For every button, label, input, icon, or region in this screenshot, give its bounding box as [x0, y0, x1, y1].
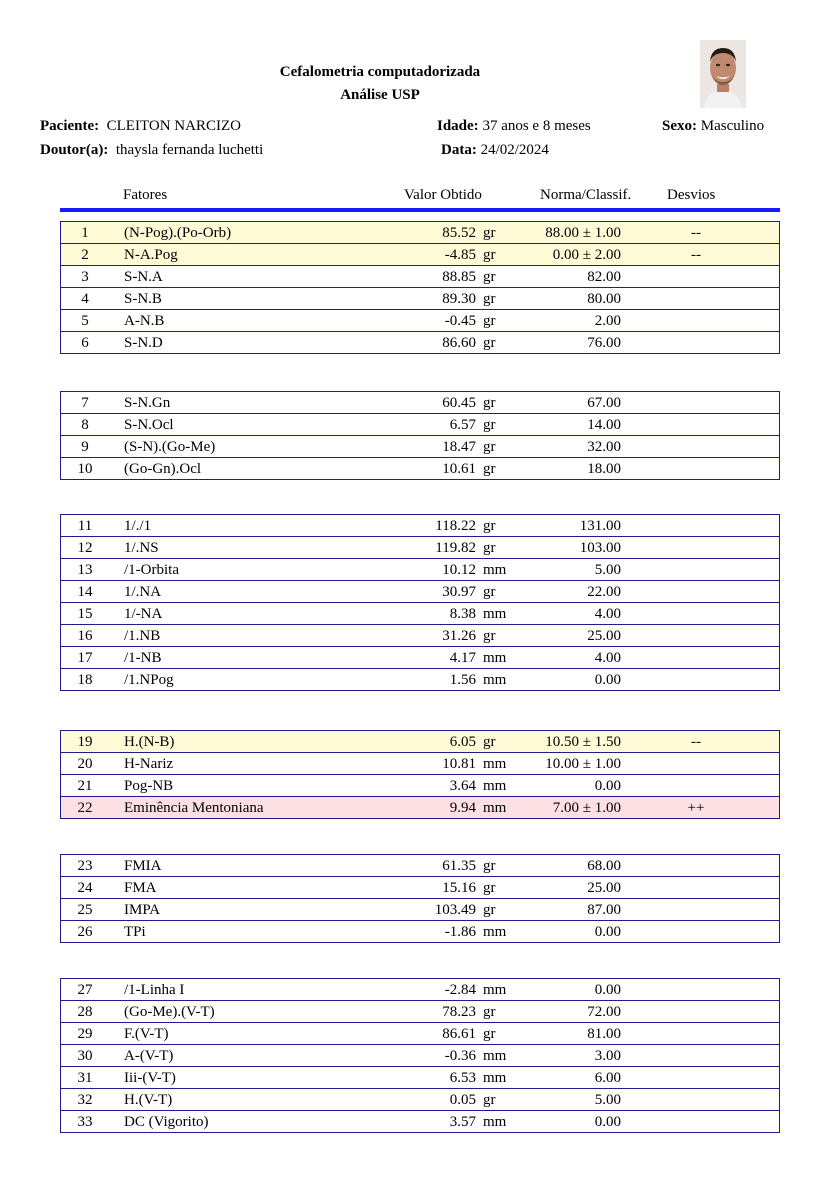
obtained-value: 1.56	[449, 672, 476, 688]
patient-name-label: Paciente:	[40, 118, 100, 134]
deviation: ++	[687, 800, 705, 816]
table-row	[61, 602, 779, 624]
table-row	[61, 1022, 779, 1044]
row-number: 5	[81, 313, 89, 329]
table-row	[61, 624, 779, 646]
row-number: 31	[77, 1070, 93, 1086]
patient-name: CLEITON NARCIZO	[106, 118, 241, 134]
factor-group-6	[60, 978, 780, 1133]
patient-sex-label: Sexo:	[662, 118, 697, 134]
table-row	[61, 413, 779, 435]
norm-value: 5.00	[594, 562, 621, 578]
row-number: 24	[77, 880, 93, 896]
factor-name: (Go-Gn).Ocl	[124, 461, 202, 477]
norm-value: 81.00	[587, 1026, 621, 1042]
factor-name: S-N.Gn	[124, 395, 171, 411]
obtained-value: 89.30	[442, 291, 476, 307]
factor-name: (Go-Me).(V-T)	[124, 1004, 215, 1020]
norm-value: 0.00	[594, 982, 621, 998]
row-number: 14	[77, 584, 93, 600]
row-number: 12	[77, 540, 93, 556]
obtained-value: 119.82	[435, 540, 476, 556]
table-row	[61, 536, 779, 558]
value-unit: gr	[483, 540, 496, 556]
column-header-norma: Norma/Classif.	[540, 187, 632, 203]
value-unit: mm	[483, 1070, 507, 1086]
factor-name: 1/.NA	[124, 584, 162, 600]
value-unit: gr	[483, 225, 496, 241]
norm-value: 103.00	[579, 540, 621, 556]
value-unit: gr	[483, 439, 496, 455]
patient-age-field	[437, 118, 591, 135]
factor-group-2	[60, 391, 780, 480]
obtained-value: 31.26	[442, 628, 476, 644]
norm-value: 4.00	[594, 650, 621, 666]
value-unit: mm	[483, 778, 507, 794]
obtained-value: 9.94	[449, 800, 476, 816]
row-number: 21	[77, 778, 93, 794]
factor-name: 1/.NS	[124, 540, 159, 556]
norm-value: 0.00	[594, 778, 621, 794]
factor-name: Pog-NB	[124, 778, 174, 794]
obtained-value: 30.97	[442, 584, 476, 600]
deviation: --	[691, 734, 701, 750]
value-unit: gr	[483, 291, 496, 307]
value-unit: gr	[483, 902, 496, 918]
value-unit: mm	[483, 756, 507, 772]
table-row	[61, 876, 779, 898]
value-unit: mm	[483, 1048, 507, 1064]
obtained-value: -1.86	[444, 924, 476, 940]
factor-name: H.(V-T)	[124, 1092, 173, 1108]
table-row	[61, 796, 779, 818]
row-number: 8	[81, 417, 89, 433]
obtained-value: 60.45	[442, 395, 476, 411]
patient-sex-field	[662, 118, 764, 135]
norm-value: 0.00	[594, 672, 621, 688]
value-unit: gr	[483, 1026, 496, 1042]
table-row	[61, 774, 779, 796]
value-unit: gr	[483, 1004, 496, 1020]
norm-value: 10.50 ± 1.50	[545, 734, 621, 750]
obtained-value: 8.38	[449, 606, 476, 622]
value-unit: gr	[483, 880, 496, 896]
patient-age: 37 anos e 8 meses	[482, 118, 591, 134]
norm-value: 67.00	[587, 395, 621, 411]
row-number: 32	[77, 1092, 93, 1108]
value-unit: gr	[483, 461, 496, 477]
norm-value: 80.00	[587, 291, 621, 307]
table-row	[61, 855, 779, 876]
table-row	[61, 457, 779, 479]
factor-name: (N-Pog).(Po-Orb)	[124, 225, 232, 241]
factor-name: /1-Linha I	[124, 982, 185, 998]
table-row	[61, 222, 779, 243]
factor-name: /1.NPog	[124, 672, 174, 688]
factor-name: /1-Orbita	[124, 562, 179, 578]
value-unit: gr	[483, 584, 496, 600]
norm-value: 10.00 ± 1.00	[545, 756, 621, 772]
factor-name: A-(V-T)	[124, 1048, 174, 1064]
value-unit: gr	[483, 417, 496, 433]
table-row	[61, 646, 779, 668]
norm-value: 25.00	[587, 880, 621, 896]
norm-value: 2.00	[594, 313, 621, 329]
norm-value: 0.00	[594, 1114, 621, 1130]
patient-photo	[700, 40, 746, 108]
table-row	[61, 1000, 779, 1022]
obtained-value: 10.61	[442, 461, 476, 477]
row-number: 10	[77, 461, 93, 477]
row-number: 3	[81, 269, 89, 285]
obtained-value: 86.61	[442, 1026, 476, 1042]
factor-name: IMPA	[124, 902, 161, 918]
value-unit: gr	[483, 313, 496, 329]
table-row	[61, 287, 779, 309]
factor-name: FMA	[124, 880, 157, 896]
report-subtitle: Análise USP	[340, 87, 420, 103]
doctor-label: Doutor(a):	[40, 142, 109, 158]
factor-name: N-A.Pog	[124, 247, 178, 263]
obtained-value: 15.16	[442, 880, 476, 896]
table-row	[61, 1110, 779, 1132]
value-unit: mm	[483, 672, 507, 688]
value-unit: gr	[483, 335, 496, 351]
factor-name: S-N.B	[124, 291, 162, 307]
obtained-value: 118.22	[435, 518, 476, 534]
row-number: 2	[81, 247, 89, 263]
factor-name: TPi	[124, 924, 146, 940]
value-unit: mm	[483, 924, 507, 940]
factor-name: H.(N-B)	[124, 734, 175, 750]
norm-value: 131.00	[579, 518, 621, 534]
doctor-name: thaysla fernanda luchetti	[115, 142, 264, 158]
obtained-value: 4.17	[449, 650, 476, 666]
row-number: 30	[77, 1048, 93, 1064]
norm-value: 72.00	[587, 1004, 621, 1020]
row-number: 4	[81, 291, 89, 307]
norm-value: 5.00	[594, 1092, 621, 1108]
row-number: 13	[77, 562, 93, 578]
value-unit: gr	[483, 518, 496, 534]
norm-value: 14.00	[587, 417, 621, 433]
table-row	[61, 558, 779, 580]
table-row	[61, 515, 779, 536]
obtained-value: -0.36	[444, 1048, 476, 1064]
table-row	[61, 731, 779, 752]
row-number: 17	[77, 650, 93, 666]
norm-value: 22.00	[587, 584, 621, 600]
obtained-value: 88.85	[442, 269, 476, 285]
norm-value: 68.00	[587, 858, 621, 874]
obtained-value: 78.23	[442, 1004, 476, 1020]
value-unit: gr	[483, 1092, 496, 1108]
obtained-value: 86.60	[442, 335, 476, 351]
factor-name: S-N.D	[124, 335, 163, 351]
patient-name-field	[40, 118, 241, 135]
value-unit: mm	[483, 562, 507, 578]
value-unit: mm	[483, 1114, 507, 1130]
row-number: 25	[77, 902, 93, 918]
obtained-value: 103.49	[434, 902, 476, 918]
table-row	[61, 392, 779, 413]
obtained-value: 0.05	[449, 1092, 476, 1108]
norm-value: 76.00	[587, 335, 621, 351]
value-unit: mm	[483, 650, 507, 666]
norm-value: 0.00	[594, 924, 621, 940]
row-number: 23	[77, 858, 93, 874]
row-number: 29	[77, 1026, 93, 1042]
header-divider	[60, 208, 780, 212]
factor-name: /1.NB	[124, 628, 161, 644]
table-row	[61, 979, 779, 1000]
row-number: 28	[77, 1004, 93, 1020]
obtained-value: -2.84	[444, 982, 476, 998]
row-number: 1	[81, 225, 89, 241]
norm-value: 0.00 ± 2.00	[552, 247, 621, 263]
table-row	[61, 1044, 779, 1066]
factor-name: S-N.Ocl	[124, 417, 174, 433]
norm-value: 32.00	[587, 439, 621, 455]
norm-value: 87.00	[587, 902, 621, 918]
factor-name: 1/-NA	[124, 606, 163, 622]
row-number: 26	[77, 924, 93, 940]
factor-name: DC (Vigorito)	[124, 1114, 209, 1130]
factor-group-3	[60, 514, 780, 691]
factor-name: S-N.A	[124, 269, 163, 285]
factor-name: Eminência Mentoniana	[124, 800, 264, 816]
row-number: 11	[77, 518, 93, 534]
table-row	[61, 265, 779, 287]
value-unit: mm	[483, 606, 507, 622]
value-unit: mm	[483, 800, 507, 816]
norm-value: 3.00	[594, 1048, 621, 1064]
patient-sex: Masculino	[700, 118, 765, 134]
obtained-value: -4.85	[444, 247, 476, 263]
value-unit: gr	[483, 395, 496, 411]
norm-value: 82.00	[587, 269, 621, 285]
table-row	[61, 580, 779, 602]
obtained-value: 6.05	[449, 734, 476, 750]
row-number: 6	[81, 335, 89, 351]
value-unit: mm	[483, 982, 507, 998]
row-number: 27	[77, 982, 93, 998]
norm-value: 7.00 ± 1.00	[552, 800, 621, 816]
deviation: --	[691, 247, 701, 263]
factor-name: FMIA	[124, 858, 162, 874]
factor-group-5	[60, 854, 780, 943]
column-header-valor: Valor Obtido	[404, 187, 482, 203]
table-row	[61, 752, 779, 774]
row-number: 18	[77, 672, 93, 688]
table-row	[61, 1088, 779, 1110]
obtained-value: 3.64	[449, 778, 476, 794]
factor-group-1	[60, 221, 780, 354]
row-number: 22	[77, 800, 93, 816]
factor-group-4	[60, 730, 780, 819]
row-number: 20	[77, 756, 93, 772]
value-unit: gr	[483, 269, 496, 285]
exam-date: 24/02/2024	[480, 142, 549, 158]
obtained-value: 3.57	[449, 1114, 476, 1130]
factor-name: F.(V-T)	[124, 1026, 169, 1042]
row-number: 15	[77, 606, 93, 622]
obtained-value: 10.12	[442, 562, 476, 578]
obtained-value: 6.57	[449, 417, 476, 433]
obtained-value: 10.81	[442, 756, 476, 772]
factor-name: Iii-(V-T)	[124, 1070, 176, 1086]
row-number: 7	[81, 395, 89, 411]
value-unit: gr	[483, 858, 496, 874]
factor-name: /1-NB	[124, 650, 162, 666]
table-row	[61, 309, 779, 331]
table-row	[61, 898, 779, 920]
table-row	[61, 1066, 779, 1088]
norm-value: 6.00	[594, 1070, 621, 1086]
obtained-value: 18.47	[442, 439, 476, 455]
report-title: Cefalometria computadorizada	[279, 64, 481, 80]
row-number: 19	[77, 734, 93, 750]
doctor-field	[40, 142, 263, 159]
value-unit: gr	[483, 247, 496, 263]
factor-name: (S-N).(Go-Me)	[124, 439, 216, 455]
table-row	[61, 243, 779, 265]
norm-value: 88.00 ± 1.00	[545, 225, 621, 241]
column-header-fatores: Fatores	[123, 187, 168, 203]
norm-value: 25.00	[587, 628, 621, 644]
row-number: 9	[81, 439, 89, 455]
obtained-value: 85.52	[442, 225, 476, 241]
row-number: 16	[77, 628, 93, 644]
factor-name: 1/./1	[124, 518, 152, 534]
row-number: 33	[77, 1114, 93, 1130]
date-label: Data:	[441, 142, 477, 158]
table-row	[61, 331, 779, 353]
patient-age-label: Idade:	[437, 118, 479, 134]
table-row	[61, 920, 779, 942]
norm-value: 18.00	[587, 461, 621, 477]
table-row	[61, 668, 779, 690]
norm-value: 4.00	[594, 606, 621, 622]
obtained-value: 61.35	[442, 858, 476, 874]
column-header-desvios: Desvios	[667, 187, 716, 203]
deviation: --	[691, 225, 701, 241]
obtained-value: 6.53	[449, 1070, 476, 1086]
factor-name: H-Nariz	[124, 756, 174, 772]
date-field	[441, 142, 549, 159]
factor-name: A-N.B	[124, 313, 165, 329]
table-row	[61, 435, 779, 457]
value-unit: gr	[483, 628, 496, 644]
value-unit: gr	[483, 734, 496, 750]
obtained-value: -0.45	[444, 313, 476, 329]
